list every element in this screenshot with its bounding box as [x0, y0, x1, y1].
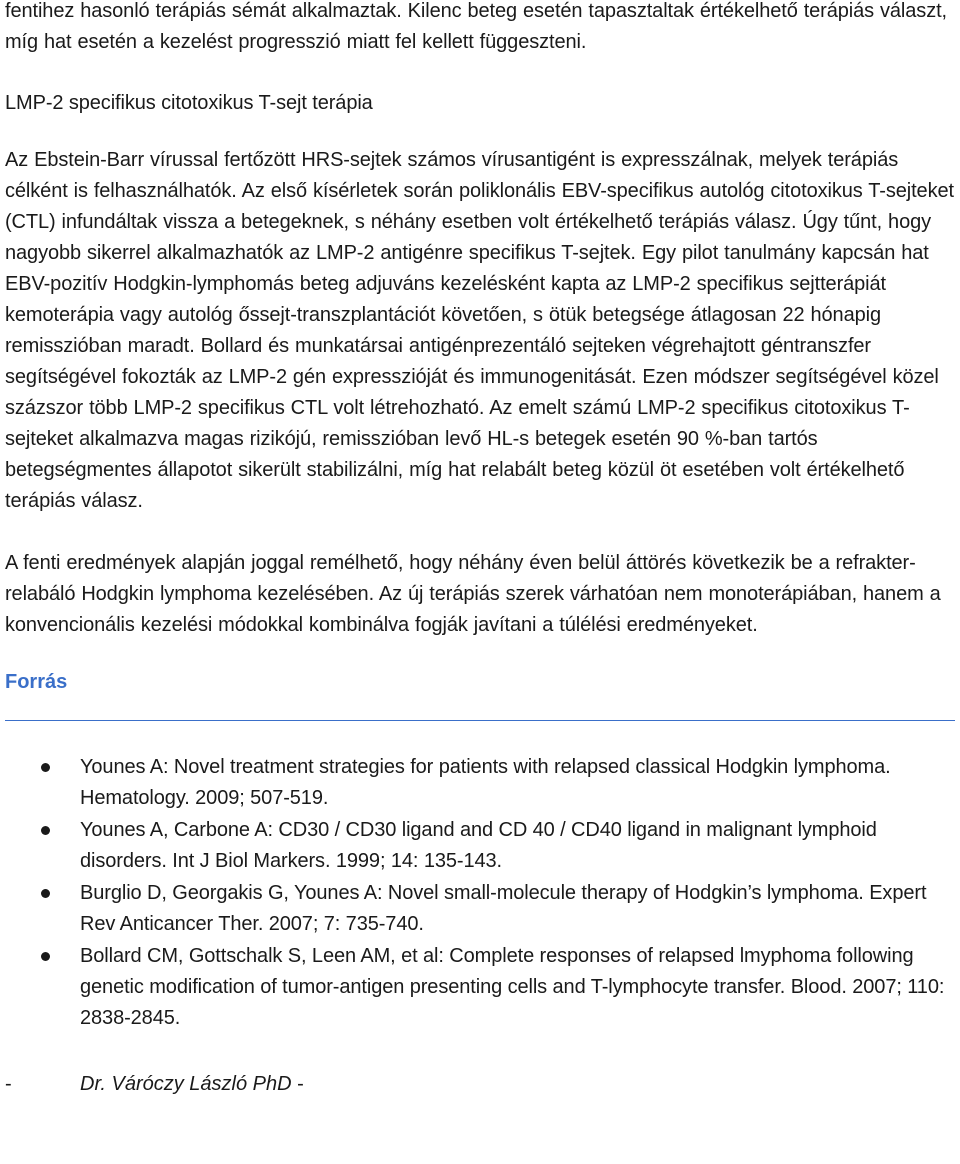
author-signature	[5, 1069, 955, 1100]
bullet-icon	[41, 826, 50, 835]
document-page	[5, 0, 955, 1100]
author-dash-right: -	[297, 1073, 304, 1095]
sources-heading: Forrás	[5, 671, 68, 693]
reference-item	[5, 815, 955, 877]
reference-item	[5, 878, 955, 940]
reference-list	[5, 752, 955, 1034]
conclusion-paragraph: A fenti eredmények alapján joggal remélhető, hogy néhány éven belül áttörés következik be a refrakter-relabáló Hodgkin lymphoma kezelésében. Az új terápiás szerek várhatóan nem monoterápiában, hanem a konvencionális kezelési módokkal kombinálva fogják javítani a túlélési eredményeket.	[5, 552, 941, 636]
bullet-icon	[41, 952, 50, 961]
author-name: Dr. Váróczy László PhD	[80, 1073, 292, 1095]
author-dash-left: -	[5, 1073, 12, 1095]
reference-text: Younes A, Carbone A: CD30 / CD30 ligand and CD 40 / CD40 ligand in malignant lymphoid disorders. Int J Biol Markers. 1999; 14: 135-143.	[80, 819, 877, 872]
intro-paragraph: fentihez hasonló terápiás sémát alkalmaztak. Kilenc beteg esetén tapasztaltak értékelhető terápiás választ, míg hat esetén a kezelést progresszió miatt fel kellett függeszteni.	[5, 0, 948, 53]
reference-text: Burglio D, Georgakis G, Younes A: Novel small-molecule therapy of Hodgkin’s lymphoma. Expert Rev Anticancer Ther. 2007; 7: 735-740.	[80, 882, 927, 935]
reference-text: Younes A: Novel treatment strategies for patients with relapsed classical Hodgkin lymphoma. Hematology. 2009; 507-519.	[80, 756, 891, 809]
heading-divider	[5, 720, 955, 721]
bullet-icon	[41, 889, 50, 898]
section-heading: LMP-2 specifikus citotoxikus T-sejt terápia	[5, 92, 373, 114]
bullet-icon	[41, 763, 50, 772]
main-paragraph: Az Ebstein-Barr vírussal fertőzött HRS-sejtek számos vírusantigént is expresszálnak, melyek terápiás célként is felhasználhatók. Az első kísérletek során poliklonális EBV-specifikus autológ citotoxikus T-sejteket (CTL) infundáltak vissza a betegeknek, s néhány esetben volt értékelhető terápiás válasz. Úgy tűnt, hogy nagyobb sikerrel alkalmazhatók az LMP-2 antigénre specifikus T-sejtek. Egy pilot tanulmány kapcsán hat EBV-pozitív Hodgkin-lymphomás beteg adjuváns kezelésként kapta az LMP-2 specifikus sejtterápiát kemoterápia vagy autológ őssejt-transzplantációt követően, s ötük betegsége átlagosan 22 hónapig remisszióban maradt. Bollard és munkatársai antigénprezentáló sejteken végrehajtott géntranszfer segítségével fokozták az LMP-2 gén expresszióját és immunogenitását. Ezen módszer segítségével közel százszor több LMP-2 specifikus CTL volt létrehozható. Az emelt számú LMP-2 specifikus citotoxikus T-sejteket alkalmazva magas rizikójú, remisszióban levő HL-s betegek esetén 90 %-ban tartós betegségmentes állapotot sikerült stabilizálni, míg hat relabált beteg közül öt esetében volt értékelhető terápiás válasz.	[5, 149, 954, 512]
reference-text: Bollard CM, Gottschalk S, Leen AM, et al: Complete responses of relapsed lmyphoma following genetic modification of tumor-antigen presenting cells and T-lymphocyte transfer. Blood. 2007; 110: 2838-2845.	[80, 945, 945, 1029]
reference-item	[5, 941, 955, 1034]
reference-item	[5, 752, 955, 814]
